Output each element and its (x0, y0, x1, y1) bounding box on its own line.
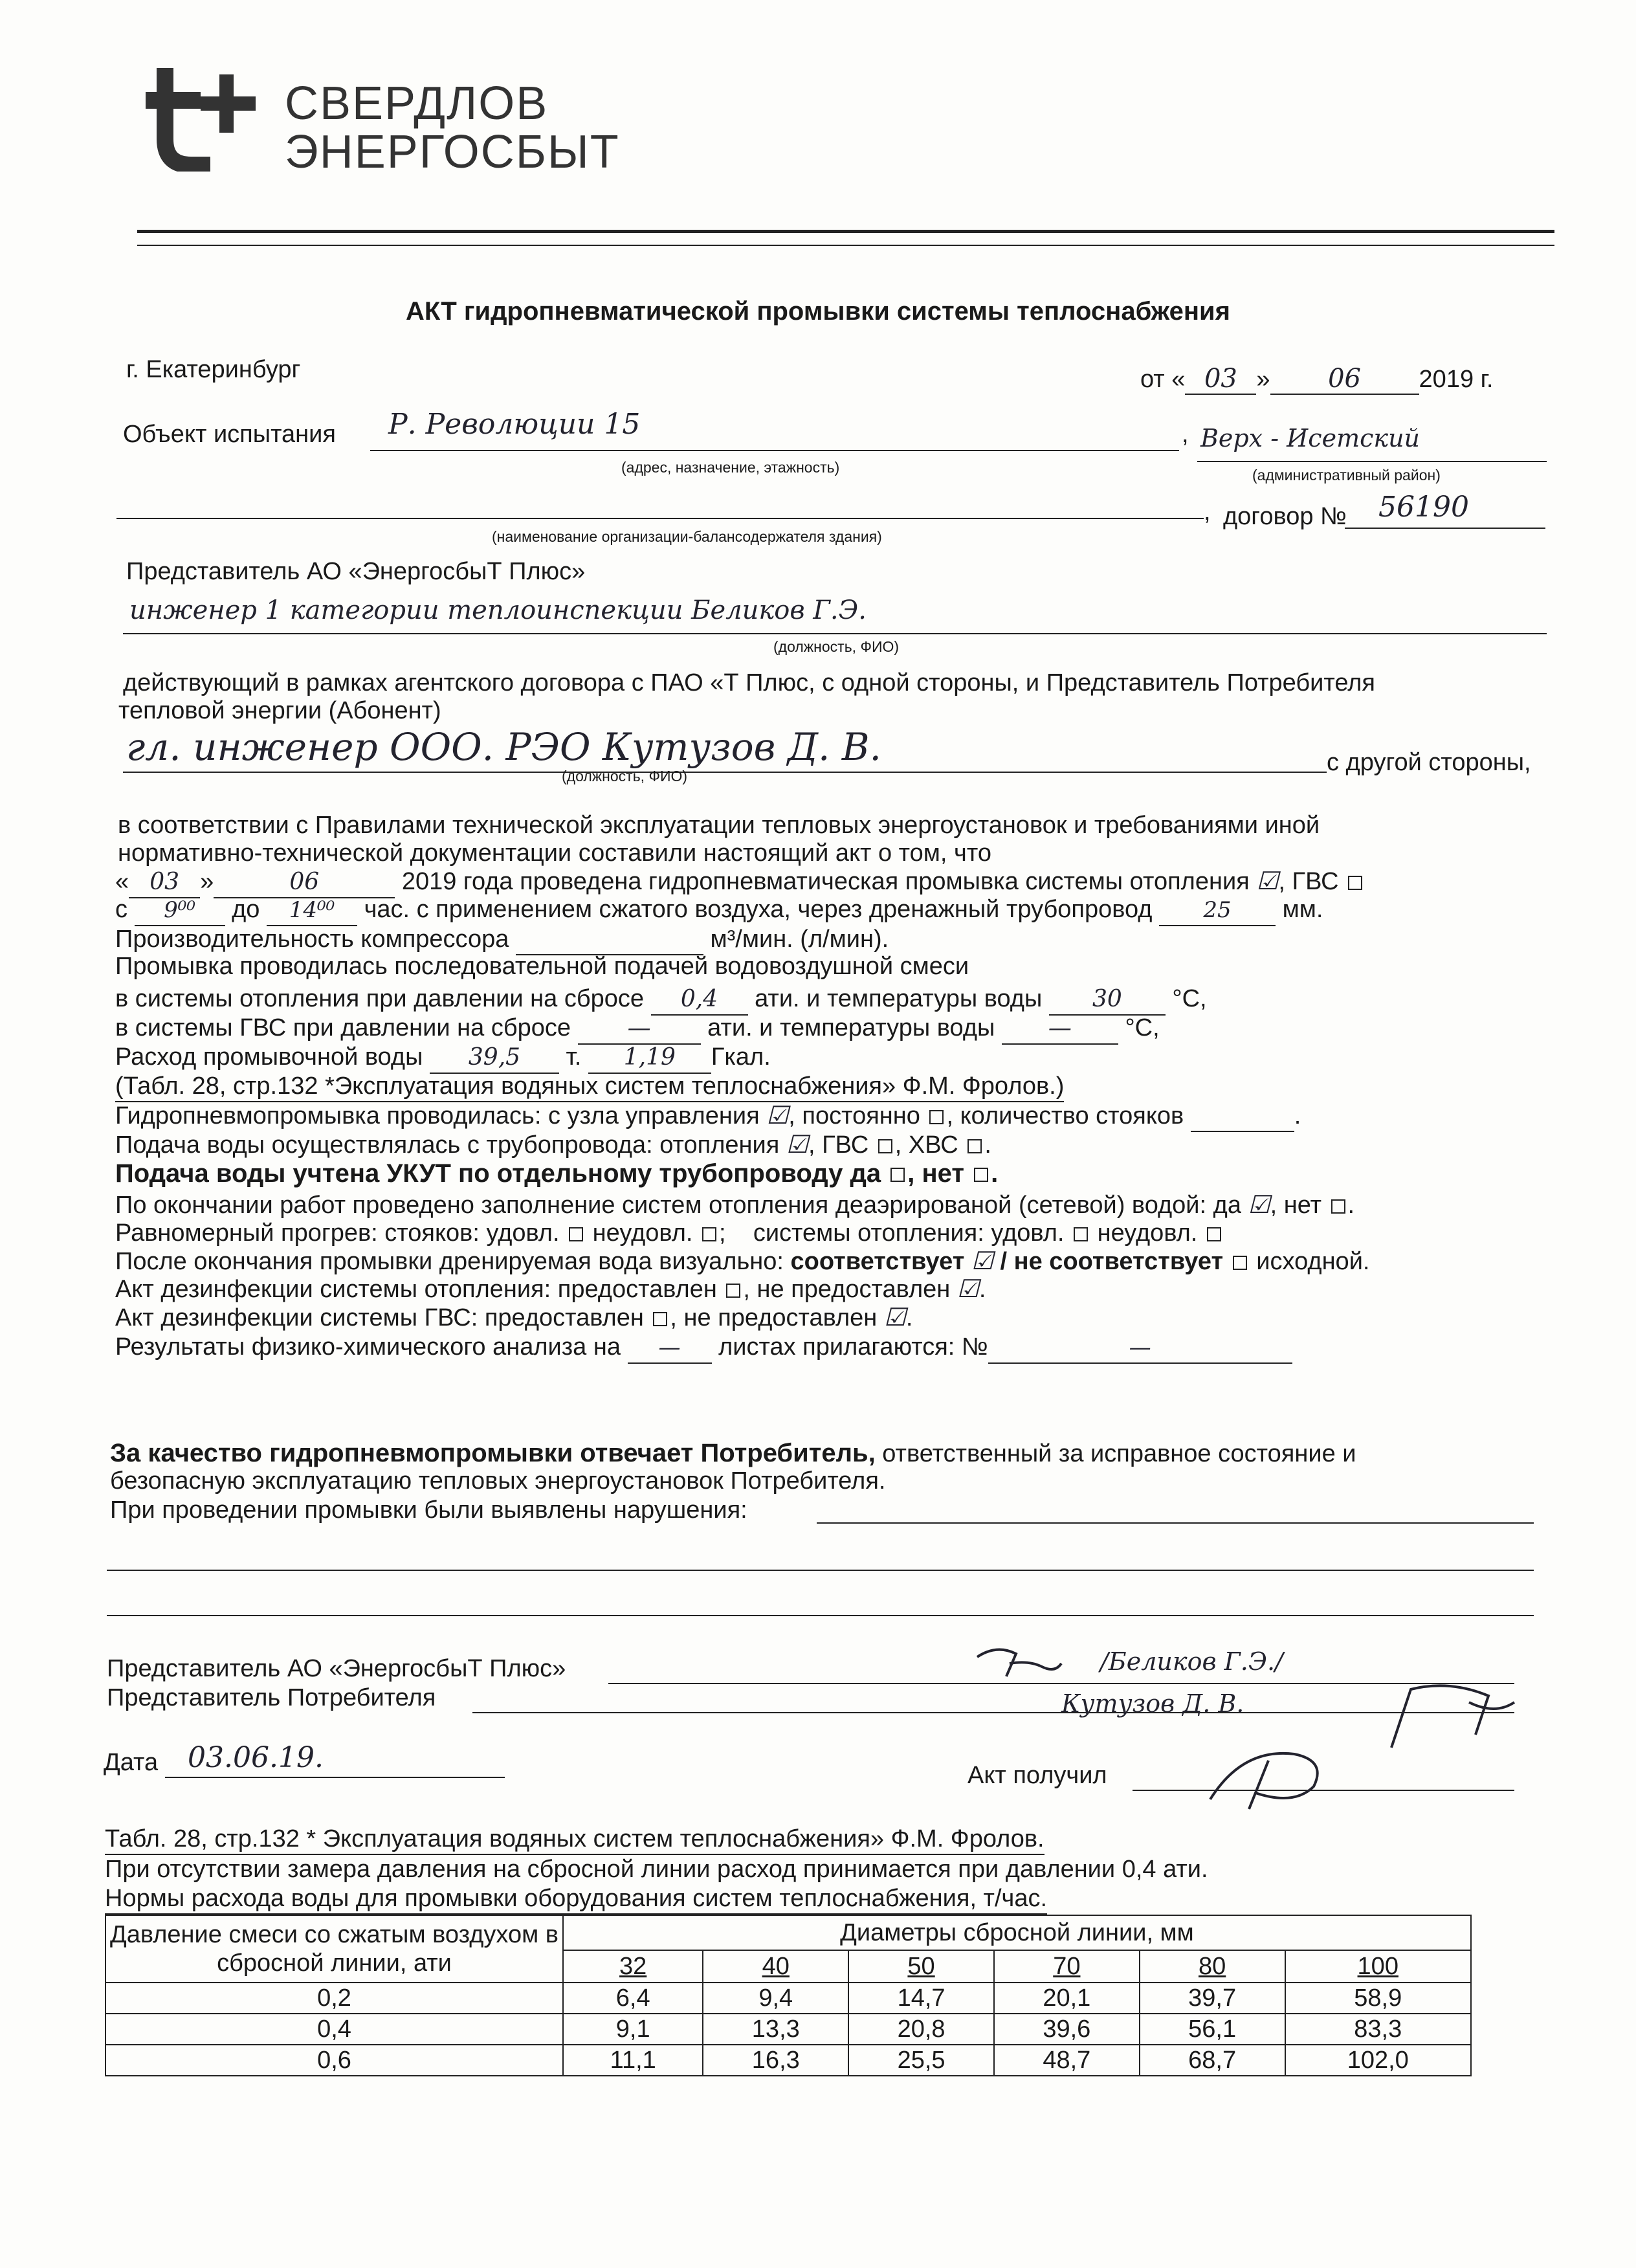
contract-label: договор № (1223, 503, 1347, 530)
date-month: 06 (1270, 364, 1419, 395)
table-value-cell: 39,7 (1140, 1983, 1285, 2014)
header-rule-top (137, 230, 1554, 233)
warmup-text: Равномерный прогрев: стояков: удовл. (115, 1219, 560, 1247)
supplier-label: Представитель АО «ЭнергосбыТ Плюс» (126, 558, 586, 585)
analysis-text: Результаты физико-химического анализа на (115, 1333, 621, 1361)
consumer-person-line (123, 772, 1327, 773)
supply-text: Подача воды осуществлялась с трубопровода: отопления (115, 1131, 780, 1159)
table-diameter-cell: 80 (1140, 1950, 1285, 1983)
table-value-cell: 39,6 (994, 2014, 1140, 2045)
sign-consumer-name: Кутузов Д. В. (1061, 1689, 1244, 1718)
responsibility-line-1 (110, 1438, 1356, 1469)
analysis-row (115, 1332, 1292, 1364)
filling-text: По окончании работ проведено заполнение систем отопления деаэрированой (сетевой) водой: да (115, 1192, 1241, 1219)
warmup-row: Равномерный прогрев: стояков: удовл. неудовл. ; системы отопления: удовл. неудовл. (115, 1218, 1224, 1248)
heating-pressure: 0,4 (651, 984, 748, 1016)
drain-row (115, 1246, 1369, 1276)
system-unsat-checkbox (1207, 1227, 1221, 1241)
risers-label: , количество стояков (946, 1102, 1184, 1129)
heating-mid: ати. и температуры воды (755, 985, 1043, 1012)
metered-no-checkbox (974, 1168, 988, 1182)
table-value-cell: 13,3 (703, 2014, 848, 2045)
metered-row: Подача воды учтена УКУТ по отдельному трубопроводу да , нет . (115, 1159, 999, 1188)
risers-unsat-checkbox (702, 1227, 716, 1241)
metered-no-label: , нет (907, 1159, 964, 1188)
footer-reference: Табл. 28, стр.132 * Эксплуатация водяных систем теплоснабжения» Ф.М. Фролов. (105, 1824, 1045, 1855)
heating-celsius: °С, (1172, 985, 1207, 1012)
act-received-label: Акт получил (967, 1762, 1107, 1789)
source-text: исходной. (1256, 1248, 1370, 1275)
tons-unit: т. (566, 1043, 582, 1071)
object-label: Объект испытания (123, 421, 336, 448)
intro-line-2: нормативно-технической документации составили настоящий акт о том, что (118, 839, 991, 867)
wash-day: 03 (129, 867, 200, 898)
document-title: АКТ гидропневматической промывки системы теплоснабжения (406, 297, 1230, 326)
object-address-caption: (адрес, назначение, этажность) (621, 459, 840, 476)
table-diameter-cell: 32 (563, 1950, 703, 1983)
violations-line-2 (107, 1570, 1534, 1571)
supplier-person-line (123, 633, 1547, 634)
consumer-other-side: с другой стороны, (1327, 749, 1531, 776)
analysis-tail: листах прилагаются: № (718, 1333, 988, 1361)
supply-hvs-checkbox (967, 1139, 982, 1153)
gcal-unit: Гкал. (711, 1043, 771, 1071)
gvs-pressure: — (578, 1014, 701, 1045)
gvs-row (115, 1013, 1160, 1045)
filling-yes-checkbox-checked: ☑ (1248, 1190, 1270, 1219)
table-diameter-cell: 50 (848, 1950, 994, 1983)
table-pressure-cell: 0,6 (105, 2045, 563, 2076)
reference-line: (Табл. 28, стр.132 *Эксплуатация водяных систем теплоснабжения» Ф.М. Фролов.) (115, 1071, 1064, 1102)
table-row (105, 1983, 1471, 2014)
filling-no-label: , нет (1270, 1192, 1321, 1219)
violations-line-1 (817, 1522, 1534, 1524)
table-body (105, 1983, 1471, 2076)
footer-norms: Нормы расхода воды для промывки оборудования систем теплоснабжения, т/час. (105, 1884, 1047, 1915)
consumer-caption: (должность, ФИО) (562, 768, 688, 784)
sign-supplier-name: /Беликов Г.Э./ (1100, 1647, 1283, 1676)
heating-checkbox-checked: ☑ (1256, 867, 1279, 895)
time-row (115, 895, 1323, 926)
gvs-label: , ГВС (1278, 868, 1339, 895)
disinfection-heating-not-provided: , не предоставлен (743, 1276, 951, 1303)
violations-line-3 (107, 1615, 1534, 1616)
gvs-prefix: в системы ГВС при давлении на сбросе (115, 1014, 571, 1041)
table-value-cell: 83,3 (1285, 2014, 1471, 2045)
table-value-cell: 9,4 (703, 1983, 848, 2014)
disinfection-gvs-provided-checkbox (653, 1312, 667, 1326)
table-value-cell: 11,1 (563, 2045, 703, 2076)
received-signature-icon (1197, 1741, 1346, 1812)
filling-row: По окончании работ проведено заполнение систем отопления деаэрированой (сетевой) водой: да ☑, нет . (115, 1190, 1355, 1219)
time-to-label: до (232, 896, 260, 923)
violations-label: При проведении промывки были выявлены нарушения: (110, 1496, 747, 1524)
sign-consumer-line (472, 1712, 1514, 1713)
table-value-cell: 20,8 (848, 2014, 994, 2045)
warmup-system-text: системы отопления: удовл. (753, 1219, 1065, 1247)
compressor-value-blank (516, 924, 703, 955)
metered-yes-checkbox (890, 1168, 905, 1182)
table-value-cell: 68,7 (1140, 2045, 1285, 2076)
table-pressure-cell: 0,4 (105, 2014, 563, 2045)
responsibility-line-2: безопасную эксплуатацию тепловых энергоустановок Потребителя. (110, 1467, 886, 1495)
disinfection-heating-provided-checkbox (726, 1284, 740, 1298)
footer-note: При отсутствии замера давления на сбросной линии расход принимается при давлении 0,4 ати. (105, 1856, 1208, 1883)
district: Верх - Исетский (1200, 424, 1420, 452)
responsibility-bold: За качество гидропневмопромывки отвечает Потребитель, (110, 1439, 876, 1467)
table-value-cell: 16,3 (703, 2045, 848, 2076)
analysis-number: — (988, 1333, 1292, 1364)
agency-line-1: действующий в рамках агентского договора с ПАО «Т Плюс, с одной стороны, и Представитель Потребителя (123, 669, 1375, 696)
flow-prefix: Расход промывочной воды (115, 1043, 423, 1071)
mm-unit: мм. (1282, 896, 1323, 923)
heating-row (115, 984, 1207, 1016)
carried-out-row: Гидропневмопромывка проводилась: с узла управления ☑, постоянно , количество стояков . (115, 1100, 1301, 1132)
supplier-signature-icon (971, 1641, 1068, 1686)
not-matches-checkbox (1233, 1256, 1247, 1270)
table-value-cell: 9,1 (563, 2014, 703, 2045)
system-unsat-label: неудовл. (1097, 1219, 1198, 1247)
date-prefix: от « (1140, 366, 1186, 393)
org-caption: (наименование организации-балансодержателя здания) (492, 528, 882, 545)
sign-supplier-label: Представитель АО «ЭнергосбыТ Плюс» (107, 1655, 566, 1682)
supplier-person: инженер 1 категории теплоинспекции Беликов Г.Э. (129, 595, 867, 625)
table-pressure-cell: 0,2 (105, 1983, 563, 2014)
object-address-line (370, 450, 1179, 451)
table-row (105, 2045, 1471, 2076)
table-row (105, 2014, 1471, 2045)
time-from: 9⁰⁰ (135, 895, 225, 926)
header-rule-bottom (137, 245, 1554, 246)
carried-out-text: Гидропневмопромывка проводилась: с узла управления (115, 1102, 760, 1129)
date-day: 03 (1185, 364, 1256, 395)
not-matches-label: / не соответствует (1000, 1248, 1224, 1275)
consumer-signature-icon (1372, 1676, 1527, 1754)
sign-date-label: Дата (104, 1749, 159, 1776)
sequence-text: Промывка проводилась последовательной подачей водовоздушной смеси (115, 953, 969, 980)
supply-gvs-label: , ГВС (808, 1131, 869, 1159)
gvs-celsius: °С, (1125, 1014, 1160, 1041)
consumer-person: гл. инженер ООО. РЭО Кутузов Д. В. (126, 725, 881, 769)
compressor-unit: м³/мин. (л/мин). (710, 926, 889, 953)
object-address: Р. Революции 15 (388, 408, 641, 441)
district-caption: (административный район) (1252, 467, 1441, 484)
pipe-diameter: 25 (1159, 895, 1276, 926)
table-value-cell: 48,7 (994, 2045, 1140, 2076)
table-value-cell: 58,9 (1285, 1983, 1471, 2014)
supply-row: Подача воды осуществлялась с трубопровода: отопления ☑, ГВС , ХВС . (115, 1130, 991, 1159)
compressor-row (115, 924, 889, 955)
responsibility-rest: ответственный за исправное состояние и (882, 1440, 1356, 1467)
system-sat-checkbox (1074, 1227, 1088, 1241)
time-to: 14⁰⁰ (267, 895, 357, 926)
constantly-checkbox (929, 1110, 944, 1124)
wash-month: 06 (214, 867, 395, 898)
table-diameter-cell: 70 (994, 1950, 1140, 1983)
norms-table (105, 1915, 1472, 2076)
table-diameter-cell: 40 (703, 1950, 848, 1983)
heating-temp: 30 (1049, 984, 1166, 1016)
risers-blank (1191, 1101, 1294, 1132)
contract-number: 56190 (1378, 491, 1469, 524)
metered-text: Подача воды учтена УКУТ по отдельному трубопроводу да (115, 1159, 881, 1188)
gvs-temp: — (1002, 1014, 1118, 1045)
logo-mark-icon (139, 61, 269, 172)
risers-unsat-label: неудовл. (592, 1219, 693, 1247)
flow-tons: 39,5 (430, 1043, 559, 1074)
disinfection-heating-row: Акт дезинфекции системы отопления: предоставлен , не предоставлен ☑. (115, 1274, 986, 1303)
sign-consumer-label: Представитель Потребителя (107, 1684, 436, 1711)
table-head-diameters: Диаметры сбросной линии, мм (563, 1915, 1471, 1950)
date-year: 2019 г. (1419, 366, 1494, 393)
compressor-label: Производительность компрессора (115, 926, 509, 953)
disinfection-heating-not-provided-checked: ☑ (956, 1274, 979, 1303)
constantly-label: , постоянно (788, 1102, 920, 1129)
table-value-cell: 102,0 (1285, 2045, 1471, 2076)
object-comma: , (1182, 421, 1189, 448)
wash-text: 2019 года проведена гидропневматическая промывка системы отопления (401, 868, 1250, 895)
city: г. Екатеринбург (126, 356, 301, 383)
disinfection-gvs-text: Акт дезинфекции системы ГВС: предоставлен (115, 1304, 644, 1331)
org-line (116, 518, 1204, 519)
flow-row (115, 1042, 771, 1074)
wash-date-row: « 03 » 06 2019 года проведена гидропневматическая промывка системы отопления ☑, ГВС (115, 866, 1365, 898)
logo-line-2: ЭНЕРГОСБЫТ (285, 126, 620, 178)
supplier-caption: (должность, ФИО) (773, 638, 900, 655)
disinfection-gvs-not-provided: , не предоставлен (670, 1304, 878, 1331)
flow-gcal: 1,19 (588, 1043, 711, 1074)
logo-line-1: СВЕРДЛОВ (285, 78, 549, 129)
hours-text: час. с применением сжатого воздуха, через дренажный трубопровод (364, 896, 1153, 923)
table-diameter-cell: 100 (1285, 1950, 1471, 1983)
heating-prefix: в системы отопления при давлении на сбросе (115, 985, 644, 1012)
district-line (1197, 461, 1547, 462)
table-head-pressure: Давление смеси со сжатым воздухом в сбросной линии, ати (105, 1915, 563, 1983)
contract-line (1345, 528, 1545, 529)
table-value-cell: 25,5 (848, 2045, 994, 2076)
time-from-label: с (115, 896, 127, 923)
supply-heating-checkbox-checked: ☑ (786, 1130, 808, 1159)
gvs-checkbox (1348, 876, 1362, 890)
gvs-mid: ати. и температуры воды (707, 1014, 995, 1041)
filling-no-checkbox (1331, 1199, 1345, 1214)
table-value-cell: 6,4 (563, 1983, 703, 2014)
disinfection-gvs-row: Акт дезинфекции системы ГВС: предоставлен , не предоставлен ☑. (115, 1303, 913, 1331)
sign-date-line (165, 1777, 505, 1778)
org-comma: , (1204, 498, 1211, 526)
node-checkbox-checked: ☑ (766, 1101, 789, 1129)
table-value-cell: 20,1 (994, 1983, 1140, 2014)
matches-label: соответствует (790, 1248, 965, 1275)
sign-date-value: 03.06.19. (188, 1741, 324, 1774)
table-value-cell: 14,7 (848, 1983, 994, 2014)
act-date (1140, 364, 1493, 395)
supply-hvs-label: , ХВС (894, 1131, 958, 1159)
agency-line-2: тепловой энергии (Абонент) (118, 697, 441, 724)
disinfection-gvs-not-provided-checked: ☑ (883, 1303, 906, 1331)
table-value-cell: 56,1 (1140, 2014, 1285, 2045)
risers-sat-checkbox (569, 1227, 583, 1241)
matches-checkbox-checked: ☑ (971, 1247, 993, 1275)
analysis-sheets: — (628, 1333, 712, 1364)
date-mid: » (1256, 366, 1270, 393)
supply-gvs-checkbox (878, 1139, 892, 1153)
intro-line-1: в соответствии с Правилами технической эксплуатации тепловых энергоустановок и требованиями иной (118, 812, 1320, 839)
disinfection-heating-text: Акт дезинфекции системы отопления: предоставлен (115, 1276, 717, 1303)
drain-text: После окончания промывки дренируемая вода визуально: (115, 1248, 784, 1275)
